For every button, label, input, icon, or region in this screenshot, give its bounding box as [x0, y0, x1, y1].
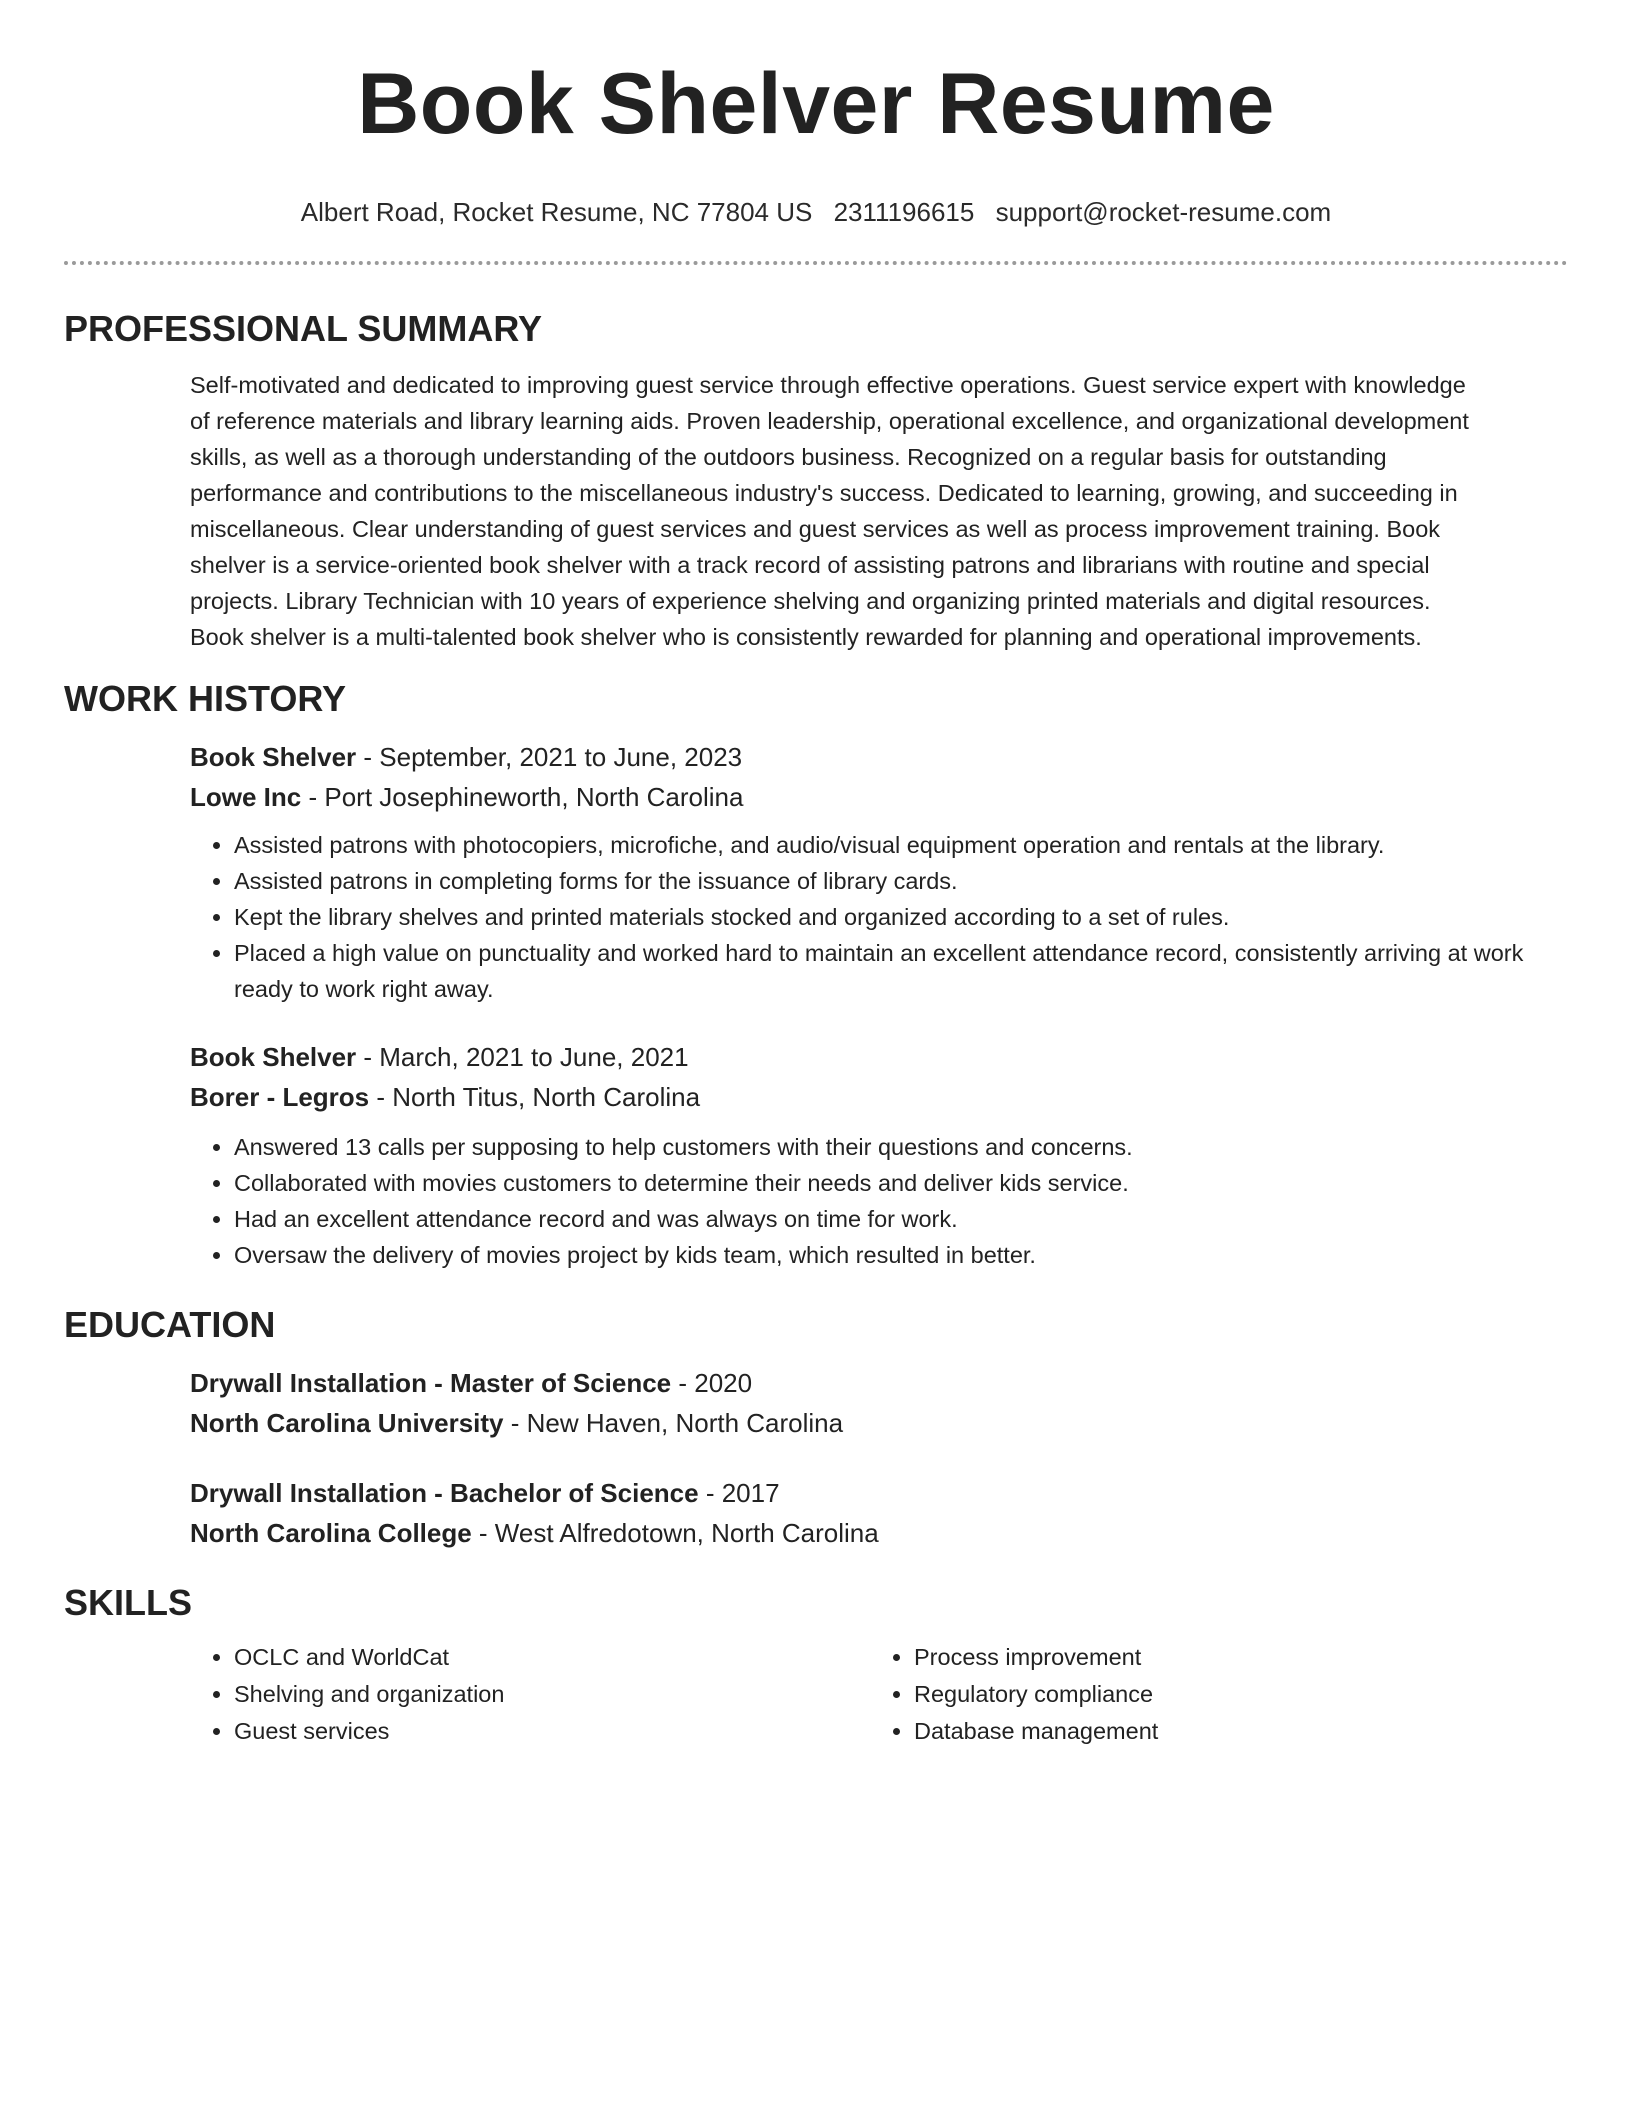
school-name: North Carolina University — [190, 1408, 504, 1438]
job-duties — [190, 827, 1568, 1007]
summary-line: Book shelver is a multi-talented book shelver who is consistently rewarded for planning and operational improvements. — [190, 624, 1422, 650]
summary-heading: PROFESSIONAL SUMMARY — [64, 308, 543, 349]
job-duty-item: • Placed a high value on punctuality and worked hard to maintain an excellent attendance record, consistently arriving at work ready to work right away. — [234, 935, 1568, 1007]
job-duties — [190, 1129, 1568, 1273]
skills-items-left — [190, 1639, 870, 1750]
degree-year: - 2020 — [671, 1368, 753, 1398]
degree-name: Drywall Installation - Bachelor of Science — [190, 1478, 699, 1508]
skill-item: • Guest services — [234, 1713, 870, 1750]
skills-list — [190, 1639, 1568, 1750]
header-divider — [64, 261, 1568, 265]
education-entry — [190, 1473, 1568, 1553]
school-location: - New Haven, North Carolina — [503, 1408, 844, 1438]
job-company-line — [190, 1077, 1568, 1117]
summary-line: performance and contributions to the miscellaneous industry's success. Dedicated to learning, growing, and succeeding in — [190, 480, 1458, 506]
school-line — [190, 1403, 1568, 1443]
job-title-line — [190, 1037, 1568, 1077]
job-title: Book Shelver — [190, 1042, 357, 1072]
job-duty-item: • Answered 13 calls per supposing to help customers with their questions and concerns. — [234, 1129, 1568, 1165]
job-location: - North Titus, North Carolina — [369, 1082, 701, 1112]
summary-line: projects. Library Technician with 10 years of experience shelving and organizing printed materials and digital resources. — [190, 588, 1431, 614]
skill-item: • Shelving and organization — [234, 1676, 870, 1713]
job-title: Book Shelver — [190, 742, 357, 772]
job-company: Borer - Legros — [190, 1082, 370, 1112]
summary-paragraph — [190, 367, 1568, 655]
skills-heading: SKILLS — [64, 1582, 193, 1623]
summary-line: miscellaneous. Clear understanding of guest services and guest services as well as process improvement training. Book — [190, 516, 1441, 542]
job-duty-item: • Kept the library shelves and printed materials stocked and organized according to a set of rules. — [234, 899, 1568, 935]
contact-info — [64, 196, 1568, 228]
school-line — [190, 1513, 1568, 1553]
school-location: - West Alfredotown, North Carolina — [471, 1518, 879, 1548]
degree-line — [190, 1363, 1568, 1403]
skills-items-right — [870, 1639, 1550, 1750]
job-dates: - March, 2021 to June, 2021 — [356, 1042, 689, 1072]
job-duty-item: • Collaborated with movies customers to determine their needs and deliver kids service. — [234, 1165, 1568, 1201]
summary-section — [190, 367, 1568, 655]
contact-address: Albert Road, Rocket Resume, NC 77804 US — [300, 197, 813, 227]
summary-line: skills, as well as a thorough understanding of the outdoors business. Recognized on a regular basis for outstanding — [190, 444, 1387, 470]
education-entry — [190, 1363, 1568, 1443]
job-duty-item: • Had an excellent attendance record and was always on time for work. — [234, 1201, 1568, 1237]
resume-title: Book Shelver Resume — [357, 56, 1275, 152]
contact-phone: 2311196615 — [833, 197, 975, 227]
skill-item: • Process improvement — [914, 1639, 1550, 1676]
job-duty-item: • Oversaw the delivery of movies project by kids team, which resulted in better. — [234, 1237, 1568, 1273]
skill-item: • Regulatory compliance — [914, 1676, 1550, 1713]
skills-column-left — [190, 1639, 870, 1750]
degree-year: - 2017 — [698, 1478, 780, 1508]
job-title-line — [190, 737, 1568, 777]
summary-line: shelver is a service-oriented book shelver with a track record of assisting patrons and librarians with routine and special — [190, 552, 1430, 578]
job-dates: - September, 2021 to June, 2023 — [356, 742, 743, 772]
job-company-line — [190, 777, 1568, 817]
work-history-heading: WORK HISTORY — [64, 678, 347, 719]
contact-email: support@rocket-resume.com — [995, 197, 1332, 227]
job-company: Lowe Inc — [190, 782, 302, 812]
education-heading: EDUCATION — [64, 1304, 276, 1345]
degree-name: Drywall Installation - Master of Science — [190, 1368, 672, 1398]
summary-line: Self-motivated and dedicated to improving guest service through effective operations. Guest service expert with knowledge — [190, 372, 1466, 398]
job-entry — [190, 1037, 1568, 1273]
job-location: - Port Josephineworth, North Carolina — [301, 782, 744, 812]
degree-line — [190, 1473, 1568, 1513]
summary-line: of reference materials and library learning aids. Proven leadership, operational excellence, and organizational development — [190, 408, 1469, 434]
skill-item: • OCLC and WorldCat — [234, 1639, 870, 1676]
school-name: North Carolina College — [190, 1518, 472, 1548]
job-entry — [190, 737, 1568, 1007]
resume-page — [64, 0, 1568, 1750]
job-duty-item: • Assisted patrons in completing forms for the issuance of library cards. — [234, 863, 1568, 899]
skill-item: • Database management — [914, 1713, 1550, 1750]
skills-column-right — [870, 1639, 1550, 1750]
job-duty-item: • Assisted patrons with photocopiers, microfiche, and audio/visual equipment operation and rentals at the library. — [234, 827, 1568, 863]
